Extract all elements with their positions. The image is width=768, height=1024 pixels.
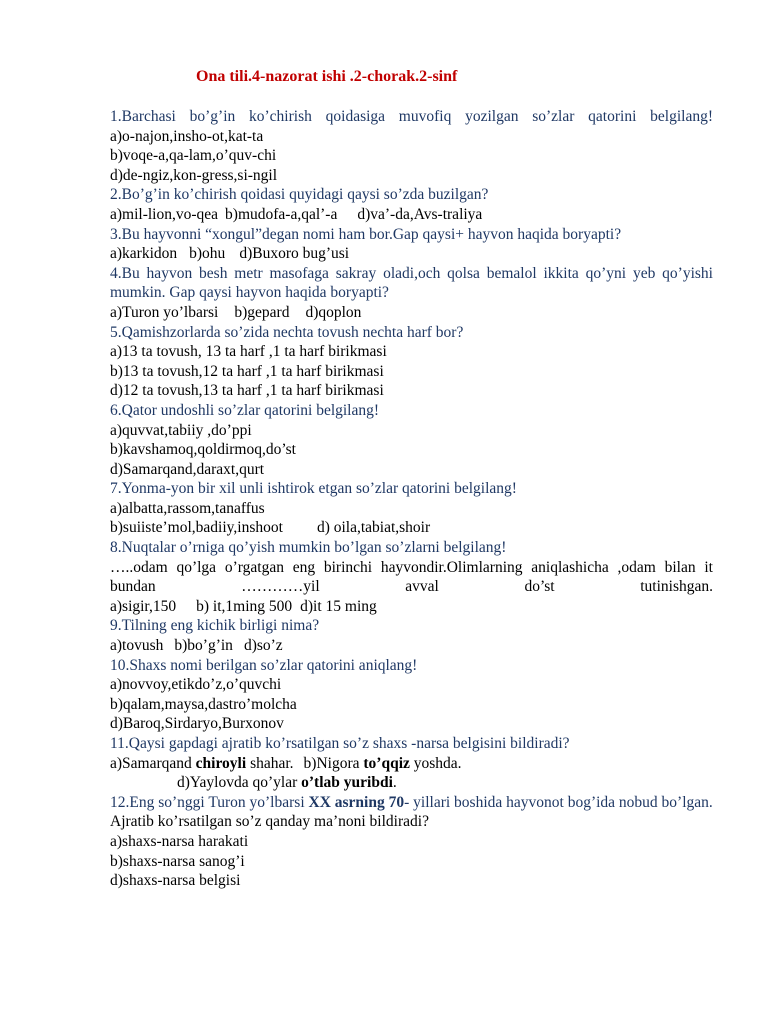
q4-option-d: d)qoplon xyxy=(305,303,362,321)
q11-option-d-text: d)Yaylovda qo’ylar xyxy=(177,774,302,792)
question-7: 7.Yonma-yon bir xil unli ishtirok etgan so’zlar qatorini belgilang! xyxy=(110,480,517,498)
q4-option-b: b)gepard xyxy=(234,303,290,321)
q10-option-d: d)Baroq,Sirdaryo,Burxonov xyxy=(110,715,284,733)
q2-option-d: d)va’-da,Avs-traliya xyxy=(357,205,483,223)
q11-option-d-end: . xyxy=(392,774,397,792)
question-11: 11.Qaysi gapdagi ajratib ko’rsatilgan so’z shaxs -narsa belgisini bildiradi? xyxy=(110,735,570,752)
q7-options-bd xyxy=(110,518,713,538)
q4-option-a: a)Turon yo’lbarsi xyxy=(110,303,219,321)
q2-option-a: a)mil-lion,vo-qea xyxy=(110,205,219,223)
document-title: Ona tili.4-nazorat ishi .2-chorak.2-sinf xyxy=(196,68,458,85)
q12-subquestion: Ajratib ko’rsatilgan so’z qanday ma’noni bildiradi? xyxy=(110,813,429,831)
q7-option-b: b)suiiste’mol,badiiy,inshoot xyxy=(110,519,283,537)
q5-option-b: b)13 ta tovush,12 ta harf ,1 ta harf birikmasi xyxy=(110,362,384,380)
q11-option-b-end: yoshda. xyxy=(409,754,462,772)
q11-option-a-end: shahar. xyxy=(246,754,294,772)
q12-question-highlight: XX asrning 70 xyxy=(308,793,405,811)
q5-option-d: d)12 ta tovush,13 ta harf ,1 ta harf birikmasi xyxy=(110,382,384,400)
q4-options xyxy=(110,303,713,323)
q9-options xyxy=(110,636,713,656)
question-9: 9.Tilning eng kichik birligi nima? xyxy=(110,617,320,635)
q8-option-b: b) it,1ming 500 xyxy=(196,597,293,615)
question-8: 8.Nuqtalar o’rniga qo’yish mumkin bo’lgan so’zlarni belgilang! xyxy=(110,539,507,557)
question-10: 10.Shaxs nomi berilgan so’zlar qatorini aniqlang! xyxy=(110,656,418,674)
q12-option-a: a)shaxs-narsa harakati xyxy=(110,832,249,850)
q11-option-d-highlight: o’tlab yuribdi xyxy=(301,774,393,792)
q11-option-b-text: b)Nigora xyxy=(303,754,364,772)
q1-option-a: a)o-najon,insho-ot,kat-ta xyxy=(110,127,264,145)
question-2: 2.Bo’g’in ko’chirish qoidasi quyidagi qaysi so’zda buzilgan? xyxy=(110,186,489,204)
q11-option-d xyxy=(110,773,713,793)
question-5: 5.Qamishzorlarda so’zida nechta tovush nechta harf bor? xyxy=(110,323,464,341)
q12-question-start: 12.Eng so’nggi Turon yo’lbarsi xyxy=(110,793,309,811)
q1-option-d: d)de-ngiz,kon-gress,si-ngil xyxy=(110,166,278,184)
q10-option-a: a)novvoy,etikdo’z,o’quvchi xyxy=(110,676,282,694)
question-1: 1.Barchasi bo’g’in ko’chirish qoidasiga muvofiq yozilgan so’zlar qatorini belgilang! xyxy=(110,108,713,125)
q9-option-d: d)so’z xyxy=(243,637,283,655)
q2-options xyxy=(110,205,713,225)
q3-options xyxy=(110,244,713,264)
question-12 xyxy=(110,793,713,813)
q11-option-a-highlight: chiroyli xyxy=(195,754,247,772)
q12-option-b: b)shaxs-narsa sanog’i xyxy=(110,852,245,870)
question-6: 6.Qator undoshli so’zlar qatorini belgilang! xyxy=(110,401,380,419)
question-4: 4.Bu hayvon besh metr masofaga sakray oladi,och qolsa bemalol ikkita qo’yni yeb qo’yishi mumkin. Gap qaysi hayvon haqida boryapti? xyxy=(110,264,713,302)
q7-option-d: d) oila,tabiat,shoir xyxy=(316,519,431,537)
q6-option-d: d)Samarqand,daraxt,qurt xyxy=(110,460,265,478)
q1-option-b: b)voqe-a,qa-lam,o’quv-chi xyxy=(110,147,277,165)
q6-option-a: a)quvvat,tabiiy ,do’ppi xyxy=(110,421,252,439)
q3-option-d: d)Buxoro bug’usi xyxy=(239,245,350,263)
q11-option-a-text: a)Samarqand xyxy=(110,754,196,772)
q8-option-a: a)sigir,150 xyxy=(110,597,177,615)
q3-option-b: b)ohu xyxy=(189,245,226,263)
questions-body xyxy=(110,107,713,891)
q8-text: …..odam qo’lga o’rgatgan eng birinchi hayvondir.Olimlarning aniqlashicha ,odam bilan it bundan …………yil avval do’st tutinishgan. xyxy=(110,558,713,596)
q12-option-d: d)shaxs-narsa belgisi xyxy=(110,872,241,890)
question-3: 3.Bu hayvonni “xongul”degan nomi ham bor.Gap qaysi+ hayvon haqida boryapti? xyxy=(110,225,622,243)
q7-option-a: a)albatta,rassom,tanaffus xyxy=(110,499,265,517)
q11-option-b-highlight: to’qqiz xyxy=(363,754,410,772)
q11-options-ab xyxy=(110,754,713,774)
q8-option-d: d)it 15 ming xyxy=(300,597,377,615)
q12-question-end: - yillari boshida hayvonot bog’ida nobud bo’lgan. xyxy=(404,793,713,811)
q8-options xyxy=(110,597,713,617)
q6-option-b: b)kavshamoq,qoldirmoq,do’st xyxy=(110,441,296,459)
q2-option-b: b)mudofa-a,qal’-a xyxy=(225,205,338,223)
q3-option-a: a)karkidon xyxy=(110,245,178,263)
q9-option-b: b)bo’g’in xyxy=(174,637,233,655)
q5-option-a: a)13 ta tovush, 13 ta harf ,1 ta harf birikmasi xyxy=(110,343,387,361)
q9-option-a: a)tovush xyxy=(110,637,164,655)
q10-option-b: b)qalam,maysa,dastro’molcha xyxy=(110,695,297,713)
